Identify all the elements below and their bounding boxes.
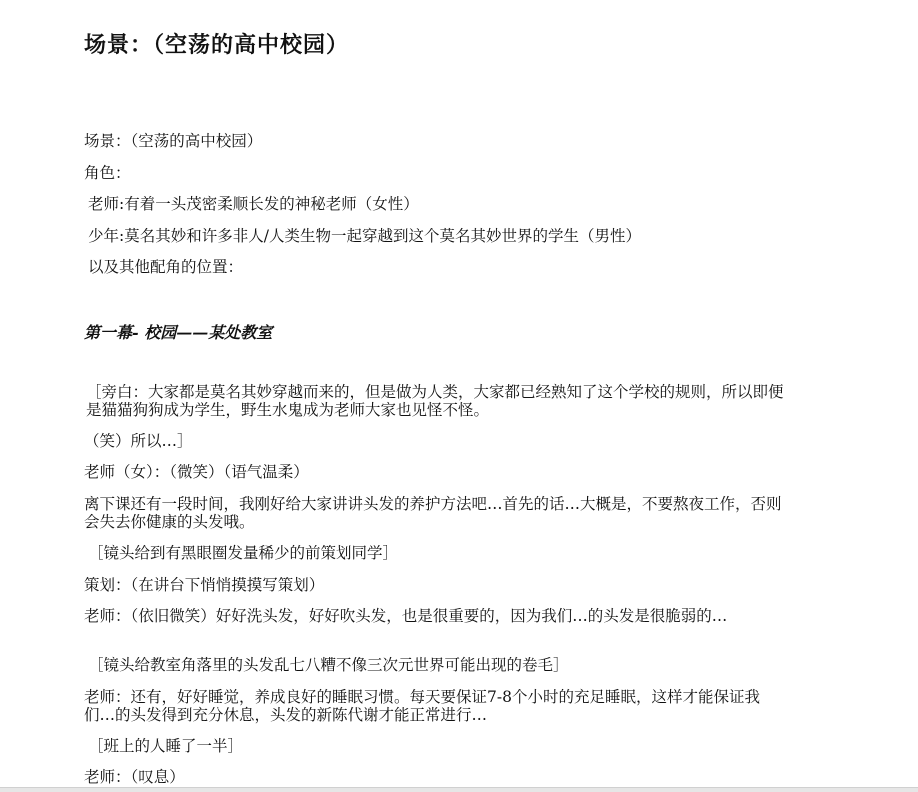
scene-line: 场景：（空荡的高中校园） — [84, 132, 263, 150]
narration-paragraph: ［旁白：大家都是莫名其妙穿越而来的，但是做为人类，大家都已经熟知了这个学校的规则，所以即便是猫猫狗狗成为学生，野生水鬼成为老师大家也见怪不怪。 — [86, 383, 784, 419]
dialogue-paragraph: 离下课还有一段时间，我刚好给大家讲讲头发的养护方法吧…首先的话…大概是，不要熬夜工作，否则会失去你健康的头发哦。 — [84, 495, 782, 531]
stage-direction: ［班上的人睡了一半］ — [88, 737, 244, 755]
act-title: 第一幕- 校园——某处教室 — [84, 323, 273, 342]
speaker-line: 老师（女）：（微笑）（语气温柔） — [84, 463, 309, 481]
speaker-line: 策划：（在讲台下悄悄摸摸写策划） — [84, 576, 325, 594]
page-bottom-edge — [0, 787, 918, 792]
roles-label: 角色： — [84, 164, 131, 182]
stage-direction: ［镜头给教室角落里的头发乱七八糟不像三次元世界可能出现的卷毛］ — [88, 656, 569, 674]
dialogue-paragraph: 老师：还有，好好睡觉，养成良好的睡眠习惯。每天要保证7-8个小时的充足睡眠，这样才能保证我们…的头发得到充分休息，头发的新陈代谢才能正常进行… — [84, 688, 760, 724]
role-others: 以及其他配角的位置： — [88, 258, 244, 276]
role-boy: 少年:莫名其妙和许多非人/人类生物一起穿越到这个莫名其妙世界的学生（男性） — [88, 227, 641, 245]
stage-direction: ［镜头给到有黑眼圈发量稀少的前策划同学］ — [88, 544, 399, 562]
document-title: 场景：（空荡的高中校园） — [84, 32, 350, 58]
speaker-line: 老师：（叹息） — [84, 768, 185, 786]
dialogue-paragraph: 老师：（依旧微笑）好好洗头发，好好吹头发，也是很重要的，因为我们…的头发是很脆弱的… — [84, 607, 728, 625]
script-line: （笑）所以…］ — [84, 432, 193, 450]
role-teacher: 老师:有着一头茂密柔顺长发的神秘老师（女性） — [88, 195, 419, 213]
